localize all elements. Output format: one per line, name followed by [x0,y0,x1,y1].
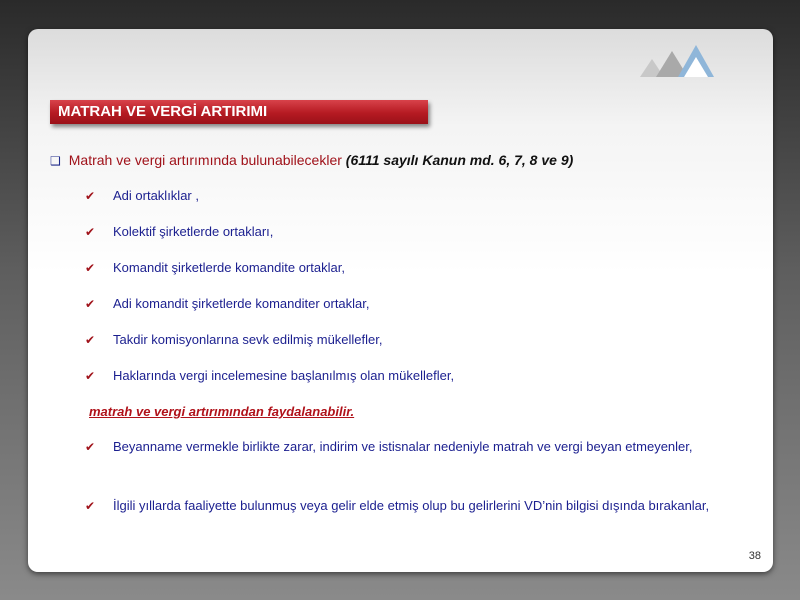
check-icon: ✔ [85,261,96,275]
list-item [85,293,735,315]
list-item [85,329,735,351]
list-item-text: Adi komandit şirketlerde komanditer ortaklar, [113,296,370,311]
list-item [85,495,725,517]
list-item-text: Haklarında vergi incelemesine başlanılmış olan mükellefler, [113,368,455,383]
logo [638,39,768,87]
page-number: 38 [748,550,761,562]
list-item [85,436,725,458]
slide [28,29,773,572]
check-icon: ✔ [85,333,96,347]
check-icon: ✔ [85,440,96,454]
heading-reference: (6111 sayılı Kanun md. 6, 7, 8 ve 9) [345,152,574,168]
list-item-text: Takdir komisyonlarına sevk edilmiş mükellefler, [113,332,383,347]
list-item [85,365,735,387]
list-item-text: Komandit şirketlerde komandite ortaklar, [113,260,345,275]
slide-title-bar [50,100,428,124]
main-heading [50,152,573,168]
slide-title: MATRAH VE VERGİ ARTIRIMI [58,103,268,120]
check-icon: ✔ [85,225,96,239]
list-item-text: Beyanname vermekle birlikte zarar, indirim ve istisnalar nedeniyle matrah ve vergi beyan etmeyenler, [113,439,693,454]
heading-text: Matrah ve vergi artırımında bulunabilecekler [68,152,342,168]
list-item-text: İlgili yıllarda faaliyette bulunmuş veya gelir elde etmiş olup bu gelirlerini VD’nin bilgisi dışında bırakanlar, [113,498,710,513]
list-item [85,221,735,243]
list-item [85,257,735,279]
subheading: matrah ve vergi artırımından faydalanabilir. [89,404,355,419]
square-bullet-icon: ❑ [50,154,61,168]
check-icon: ✔ [85,189,96,203]
list-item-text: Kolektif şirketlerde ortakları, [113,224,274,239]
list-item [85,185,735,207]
list-item-text: Adi ortaklıklar , [113,188,199,203]
check-icon: ✔ [85,297,96,311]
check-icon: ✔ [85,369,96,383]
check-icon: ✔ [85,499,96,513]
